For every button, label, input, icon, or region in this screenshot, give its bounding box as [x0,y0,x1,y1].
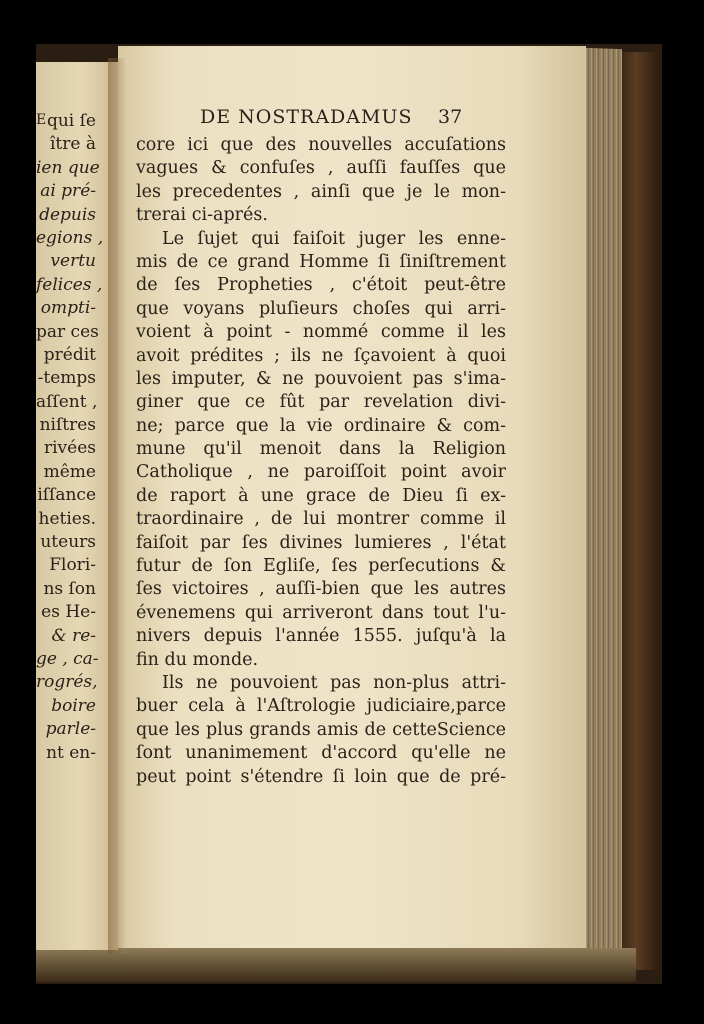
text-line: voient à point - nommé comme il les [136,322,506,343]
text-line: ns ſon [43,578,96,599]
text-line: avoit prédites ; ils ne ſçavoient à quoi [136,345,506,366]
text-line: trerai ci-aprés. [136,205,268,226]
text-line: de ſes Propheties , c'étoit peut-être [136,275,506,296]
book-bottom-edge [36,948,636,982]
left-page-text [36,110,104,765]
text-line: mune qu'il menoit dans la Religion [136,439,506,460]
text-line: futur de ſon Egliſe, ſes perſecutions & [136,556,506,577]
text-line: heties. [38,508,96,529]
text-line: ien que [36,157,100,178]
left-running-head: E [36,112,47,128]
text-line: core ici que des nouvelles accuſations [136,135,506,155]
text-line: de raport à une grace de Dieu ſi ex- [136,485,506,506]
page-number: 37 [438,106,463,128]
text-line: prédit [43,344,96,365]
text-line: vertu [50,251,96,272]
text-line: les imputer, & ne pouvoient pas s'ima- [136,368,506,389]
text-line: uteurs [40,532,96,553]
text-line: parle- [45,719,96,740]
text-line: Le ſujet qui faiſoit juger les enne- [162,228,506,249]
page-header [200,106,500,128]
text-line: ſes victoires , auſſi-bien que les autres [136,579,506,600]
text-line: iſſance [37,485,96,506]
text-line: depuis [39,204,96,225]
text-line: ai pré- [40,181,96,202]
text-line: Flori- [49,555,96,576]
text-line: es He- [41,602,96,623]
text-line: felices , [36,274,103,295]
book-gutter [108,58,126,954]
text-line: par ces [36,321,99,342]
text-line: & re- [51,625,96,646]
book-cover-edge [620,52,660,970]
text-line: ſont unanimement d'accord qu'elle ne [136,743,506,764]
text-line: traordinaire , de lui montrer comme il [136,509,506,530]
text-line: rivées [43,438,96,459]
text-line: buer cela à l'Aſtrologie judiciaire,parce [136,696,506,717]
text-line: ompti- [40,298,96,319]
text-line: vagues & confuſes , auſſi fauſſes que [136,158,506,179]
text-line: même [43,461,96,482]
text-line: que voyans pluſieurs choſes qui arri- [136,298,506,319]
text-line: fin du monde. [136,649,259,670]
text-line: ge , ca- [36,648,99,669]
text-line: boire [51,695,96,716]
running-head: DE NOSTRADAMUS [200,106,413,128]
text-line: ne; parce que la vie ordinaire & com- [136,415,506,436]
right-page-text [136,134,506,789]
text-line: aſſent , [36,391,98,412]
text-line: -temps [37,368,96,389]
text-line: niſtres [39,415,96,436]
text-line: faiſoit par ſes divines lumieres , l'état [136,532,506,553]
text-line: nt en- [46,742,96,763]
text-line: rogrés, [36,672,98,693]
text-line: évenemens qui arriveront dans tout l'u- [136,602,506,623]
text-line: egions , [36,227,104,248]
text-line: nivers depuis l'année 1555. juſqu'à la [136,626,506,647]
text-line: que les plus grands amis de cetteScience [136,719,506,740]
text-line: Ils ne pouvoient pas non-plus attri- [162,672,506,693]
text-line: ître à [50,134,96,155]
text-line: mis de ce grand Homme ſi ſiniſtrement [136,251,506,272]
text-line: giner que ce fût par revelation divi- [136,392,506,413]
text-line: les precedentes , ainſi que je le mon- [136,181,506,202]
text-line: qui ſe [46,111,96,131]
text-line: Catholique , ne paroiſſoit point avoir [136,462,506,483]
text-line: peut point s'étendre ſi loin que de pré- [136,766,506,787]
